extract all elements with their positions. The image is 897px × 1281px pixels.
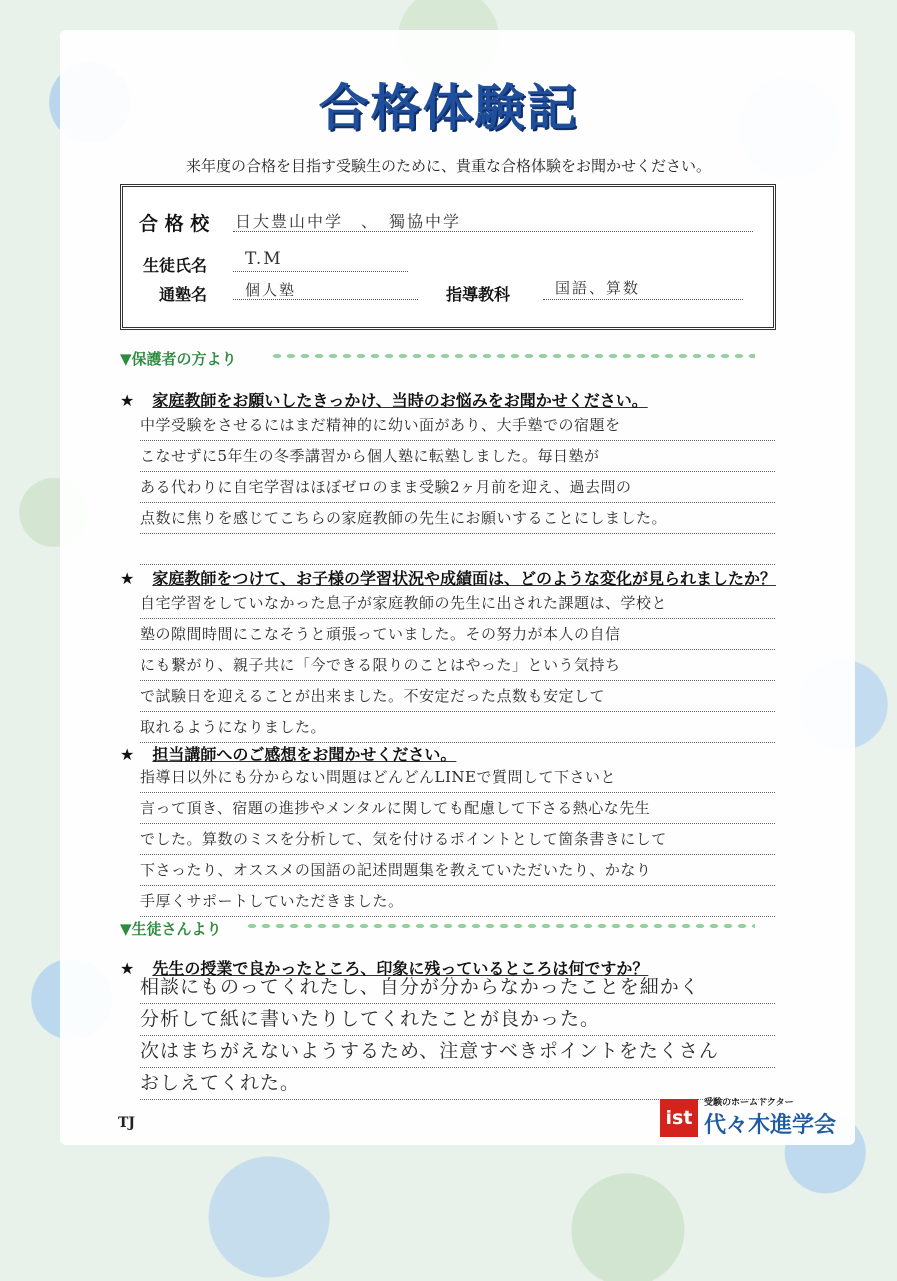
student-underline [233,271,408,272]
school-underline [233,231,753,232]
subject-value: 国語、算数 [555,279,641,297]
answer-3 [140,762,775,917]
section-divider-wave [270,350,755,362]
subject-label: 指導教科 [446,285,511,304]
answer-line: ある代わりに自宅学習はほぼゼロのまま受験2ヶ月前を迎え、過去問の [140,472,775,503]
answer-line: 塾の隙間時間にこなそうと頑張っていました。その努力が本人の自信 [140,619,775,650]
star-icon: ★ [120,959,135,978]
school-label: 合 格 校 [139,213,210,235]
section-parents: ▼保護者の方より [120,350,237,368]
info-box [120,184,776,330]
school-value: 日大豊山中学 、 獨協中学 [235,212,462,231]
answer-line: こなせずに5年生の冬季講習から個人塾に転塾しました。毎日塾が [140,441,775,472]
section-student: ▼生徒さんより [120,920,222,938]
answer-line: 指導日以外にも分からない問題はどんどんLINEで質問して下さいと [140,762,775,793]
answer-4 [140,972,775,1100]
answer-2 [140,588,775,743]
juku-value: 個人塾 [245,281,297,299]
answer-line: 取れるようになりました。 [140,712,775,743]
question-1 [120,388,648,411]
page-title: 合格体験記 [318,79,579,137]
logo-tagline: 受験のホームドクター [704,1098,794,1108]
answer-line: 相談にものってくれたし、自分が分からなかったことを細かく [140,972,775,1004]
answer-line: 分析して紙に書いたりしてくれたことが良かった。 [140,1004,775,1036]
student-value: T.M [245,249,283,269]
question-text: 家庭教師をつけて、お子様の学習状況や成績面は、どのような変化が見られましたか？ [152,569,777,588]
juku-label: 通塾名 [159,285,208,304]
answer-line: 次はまちがえないようするため、注意すべきポイントをたくさん [140,1036,775,1068]
answer-line: 点数に焦りを感じてこちらの家庭教師の先生にお願いすることにしました。 [140,503,775,534]
logo-name: 代々木進学会 [704,1113,837,1138]
answer-line: 手厚くサポートしていただきました。 [140,886,775,917]
answer-line: おしえてくれた。 [140,1068,775,1100]
question-text: 家庭教師をお願いしたきっかけ、当時のお悩みをお聞かせください。 [152,391,648,410]
logo-mark: ist [660,1099,698,1137]
answer-line: でした。算数のミスを分析して、気を付けるポイントとして箇条書きにして [140,824,775,855]
star-icon: ★ [120,745,135,764]
company-logo [660,1095,850,1140]
answer-line: で試験日を迎えることが出来ました。不安定だった点数も安定して [140,681,775,712]
answer-line: 下さったり、オススメの国語の記述問題集を教えていただいたり、かなり [140,855,775,886]
answer-line: 自宅学習をしていなかった息子が家庭教師の先生に出された課題は、学校と [140,588,775,619]
star-icon: ★ [120,391,135,410]
answer-line: 言って頂き、宿題の進捗やメンタルに関しても配慮して下さる熱心な先生 [140,793,775,824]
answer-line: 中学受験をさせるにはまだ精神的に幼い面があり、大手塾での宿題を [140,410,775,441]
question-text: 担当講師へのご感想をお聞かせください。 [152,745,457,764]
footer-code: TJ [118,1115,136,1131]
subject-underline [543,299,743,300]
question-2 [120,566,776,589]
answer-line: にも繋がり、親子共に「今できる限りのことはやった」という気持ち [140,650,775,681]
juku-underline [233,299,418,300]
student-label: 生徒氏名 [143,256,208,275]
page-subtitle: 来年度の合格を目指す受験生のために、貴重な合格体験をお聞かせください。 [185,157,711,175]
star-icon: ★ [120,569,135,588]
answer-line [140,534,775,565]
answer-1 [140,410,775,565]
section-divider-wave [245,920,755,932]
question-text: 先生の授業で良かったところ、印象に残っているところは何ですか？ [152,959,649,978]
